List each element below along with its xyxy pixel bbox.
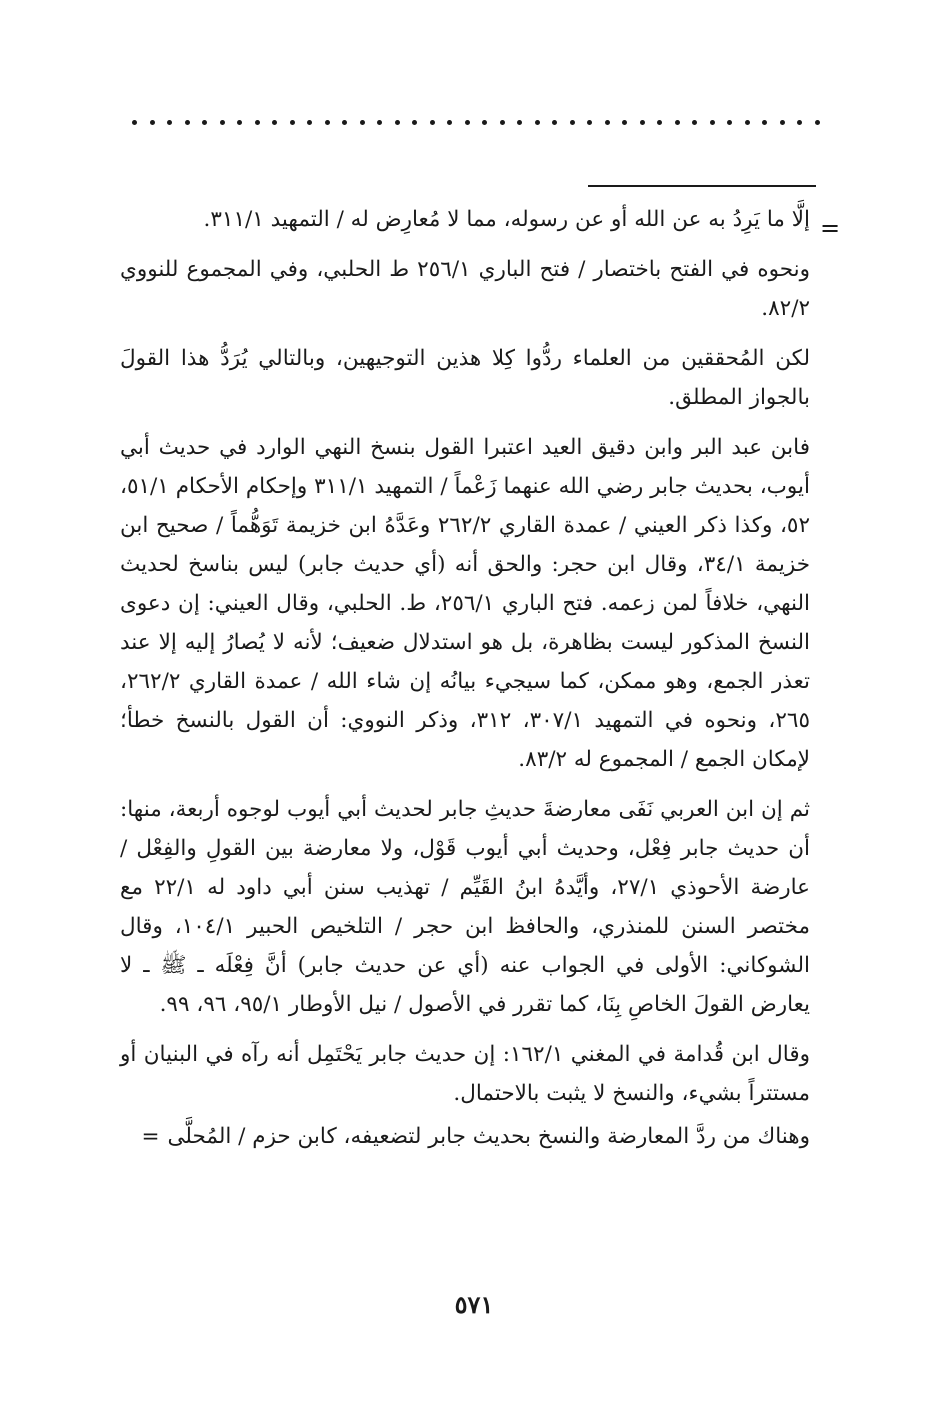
footnote-paragraph-4: فابن عبد البر وابن دقيق العيد اعتبرا القول بنسخ النهي الوارد في حديث أبي أيوب، بحديث جابر رضي الله عنهما زَعْماً / التمهيد ٣١١/١ وإحكام الأحكام ٥١/١، ٥٢، وكذا ذكر العيني / عمدة القاري ٢٦٢/٢ وعَدَّهُ ابن خزيمة تَوَهُّماً / صحيح ابن خزيمة ٣٤/١، وقال ابن حجر: والحق أنه (أي حديث جابر) ليس بناسخ لحديث النهي، خلافاً لمن زعمه. فتح الباري ٢٥٦/١، ط. الحلبي، وقال العيني: إن دعوى النسخ المذكور ليست بظاهرة، بل هو استدلال ضعيف؛ لأنه لا يُصارُ إليه إلا عند تعذر الجمع، وهو ممكن، كما سيجيء بيانُه إن شاء الله / عمدة القاري ٢٦٢/٢، ٢٦٥، ونحوه في التمهيد ٣٠٧/١، ٣١٢، وذكر النووي: أن القول بالنسخ خطأ؛ لإمكان الجمع / المجموع له ٨٣/٢.	[120, 435, 810, 772]
continuation-mark: =	[820, 214, 841, 242]
footnote-paragraph-7-text: وهناك من ردَّ المعارضة والنسخ بحديث جابر لتضعيفه، كابن حزم / المُحلَّى	[167, 1124, 810, 1149]
footnote-paragraph-1: إلَّا ما يَرِدُ به عن الله أو عن رسوله، مما لا مُعارِض له / التمهيد ٣١١/١.	[203, 207, 810, 232]
footnote-paragraph-2: ونحوه في الفتح باختصار / فتح الباري ٢٥٦/١ ط الحلبي، وفي المجموع للنووي ٨٢/٢.	[120, 257, 810, 321]
footnote-paragraph-5: ثم إن ابن العربي نَفَى معارضةَ حديثِ جابر لحديث أبي أيوب لوجوه أربعة، منها: أن حديث جابر فِعْل، وحديث أبي أيوب قَوْل، ولا معارضة بين القولِ والفِعْل / عارضة الأحوذي ٢٧/١، وأيَّدهُ ابنُ القَيِّم / تهذيب سنن أبي داود له ٢٢/١ مع مختصر السنن للمنذري، والحافظ ابن حجر / التلخيص الحبير ١٠٤/١، وقال الشوكاني: الأولى في الجواب عنه (أي عن حديث جابر) أنَّ فِعْلَه ـ ﷺ ـ لا يعارض القولَ الخاصِ بِنَا، كما تقرر في الأصول / نيل الأوطار ٩٥/١، ٩٦، ٩٩.	[120, 797, 810, 1017]
dotted-separator	[132, 112, 820, 132]
footnote-paragraph-7	[120, 1117, 810, 1156]
footnote-paragraph-6: وقال ابن قُدامة في المغني ١٦٢/١: إن حديث جابر يَحْتَمِل أنه رآه في البنيان أو مستتراً بشيء، والنسخ لا يثبت بالاحتمال.	[120, 1042, 810, 1106]
footnote-rule	[588, 185, 816, 187]
footnote-paragraph-3: لكن المُحققين من العلماء ردُّوا كِلا هذين التوجيهين، وبالتالي يُرَدُّ هذا القولَ بالجواز المطلق.	[120, 346, 810, 410]
trailing-continuation-mark: =	[141, 1124, 160, 1149]
page-number: ٥٧١	[454, 1290, 494, 1319]
footnote-body	[120, 200, 810, 1167]
